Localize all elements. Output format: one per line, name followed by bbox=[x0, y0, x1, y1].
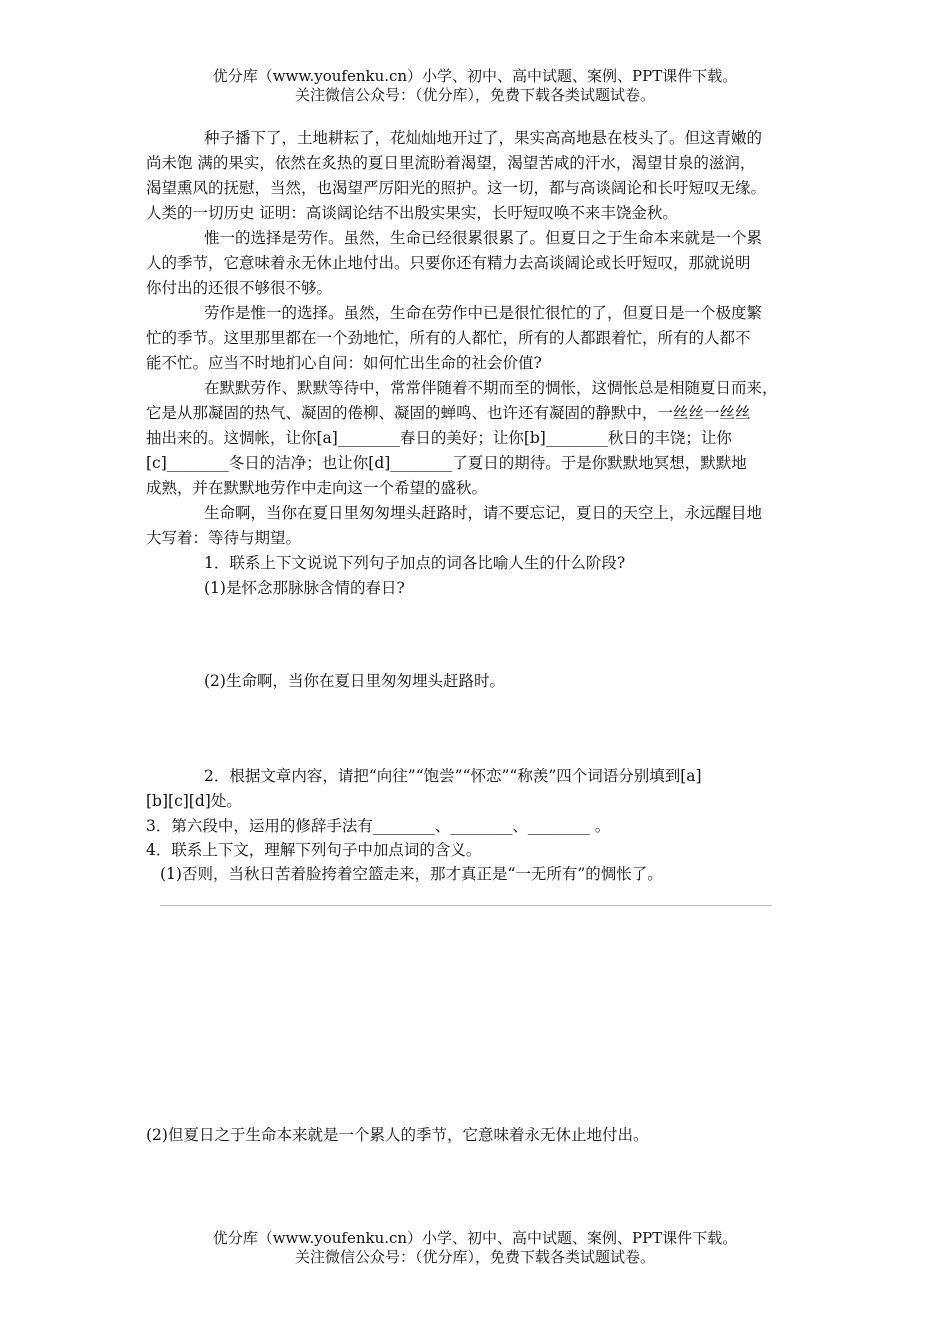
passage-line: 渴望熏风的抚慰，当然，也渴望严厉阳光的照护。这一切，都与高谈阔论和长吁短叹无缘。 bbox=[146, 179, 767, 197]
passage-line: [c]________冬日的洁净；也让你[d]________了夏日的期待。于是你默默地冥想，默默地 bbox=[146, 454, 747, 472]
page-header bbox=[0, 67, 950, 105]
passage-line: 种子播下了，土地耕耘了，花灿灿地开过了，果实高高地悬在枝头了。但这青嫩的 bbox=[204, 129, 763, 147]
header-line-2: 关注微信公众号：（优分库），免费下载各类试题试卷。 bbox=[294, 86, 655, 104]
passage-line: 尚未饱 满的果实，依然在炙热的夏日里流盼着渴望，渴望苦咸的汗水，渴望甘泉的滋润， bbox=[146, 154, 756, 172]
passage-line: 人的季节，它意味着永无休止地付出。只要你还有精力去高谈阔论或长吁短叹，那就说明 bbox=[146, 254, 751, 272]
passage-line: 大写着：等待与期望。 bbox=[146, 529, 302, 547]
passage-line: 生命啊，当你在夏日里匆匆埋头赶路时，请不要忘记，夏日的天空上，永远醒目地 bbox=[204, 504, 763, 522]
question-1: 1．联系上下文说说下列句子加点的词各比喻人生的什么阶段? bbox=[204, 554, 626, 572]
question-2-cont: [b][c][d]处。 bbox=[146, 792, 242, 810]
passage-line: 能不忙。应当不时地扪心自问：如何忙出生命的社会价值? bbox=[146, 354, 542, 372]
passage-line: 惟一的选择是劳作。虽然，生命已经很累很累了。但夏日之于生命本来就是一个累 bbox=[204, 229, 763, 247]
passage-line: 忙的季节。这里那里都在一个劲地忙，所有的人都忙，所有的人都跟着忙，所有的人都不 bbox=[146, 329, 751, 347]
passage-line: 你付出的还很不够很不够。 bbox=[146, 279, 333, 297]
answer-line bbox=[160, 905, 772, 906]
question-1-2: (2)生命啊，当你在夏日里匆匆埋头赶路时。 bbox=[204, 672, 505, 690]
question-2: 2．根据文章内容，请把“向往”“饱尝”“怀恋”“称羡”四个词语分别填到[a] bbox=[204, 767, 702, 785]
question-3: 3．第六段中，运用的修辞手法有________、________、________ 。 bbox=[146, 817, 611, 835]
question-4-2: (2)但夏日之于生命本来就是一个累人的季节，它意味着永无休止地付出。 bbox=[146, 1126, 649, 1144]
question-4-1: (1)否则，当秋日苦着脸挎着空篮走来，那才真正是“一无所有”的惆怅了。 bbox=[160, 865, 663, 883]
footer-line-2: 关注微信公众号：（优分库），免费下载各类试题试卷。 bbox=[294, 1248, 655, 1266]
passage-line: 它是从那凝固的热气、凝固的倦柳、凝固的蝉鸣、也许还有凝固的静默中，一丝丝一丝丝 bbox=[146, 404, 751, 422]
passage-line: 在默默劳作、默默等待中，常常伴随着不期而至的惆怅，这惆怅总是相随夏日而来， bbox=[204, 379, 778, 397]
passage-line: 人类的一切历史 证明：高谈阔论结不出殷实果实，长吁短叹唤不来丰饶金秋。 bbox=[146, 204, 678, 222]
page-footer bbox=[0, 1229, 950, 1267]
passage-line: 抽出来的。这惆帐，让你[a]________春日的美好；让你[b]________秋日的丰饶；让你 bbox=[146, 429, 732, 447]
header-line-1: 优分库（www.youfenku.cn）小学、初中、高中试题、案例、PPT课件下载。 bbox=[212, 67, 738, 85]
passage-line: 成熟，并在默默地劳作中走向这一个希望的盛秋。 bbox=[146, 479, 488, 497]
footer-line-1: 优分库（www.youfenku.cn）小学、初中、高中试题、案例、PPT课件下载。 bbox=[212, 1229, 738, 1247]
question-4: 4．联系上下文，理解下列句子中加点词的含义。 bbox=[146, 841, 482, 859]
question-1-1: (1)是怀念那脉脉含情的春日? bbox=[204, 579, 405, 597]
passage-line: 劳作是惟一的选择。虽然，生命在劳作中已是很忙很忙的了，但夏日是一个极度繁 bbox=[204, 304, 763, 322]
